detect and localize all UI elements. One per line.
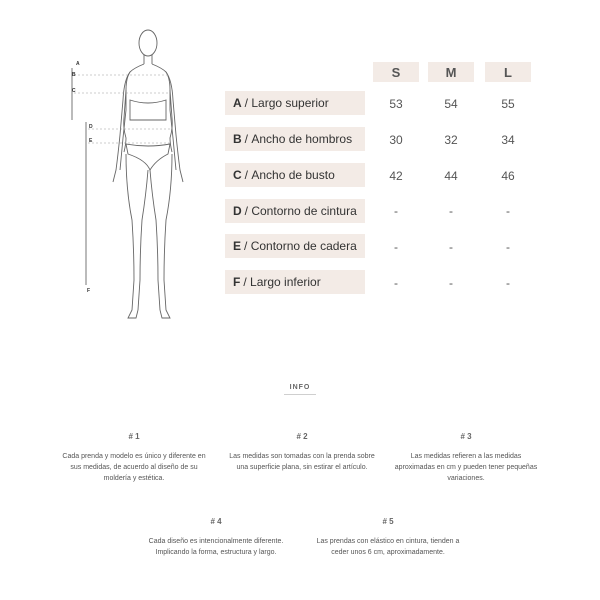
info-note-1 [60,432,208,484]
marker-b: B [72,72,76,78]
size-header-m: M [428,62,474,82]
note-text: Cada diseño es intencionalmente diferente. Implicando la forma, estructura y largo. [148,538,284,556]
info-note-3 [392,432,540,484]
size-header-l: L [485,62,531,82]
marker-e: E [89,138,93,144]
value-e-l: - [506,240,510,254]
value-a-m: 54 [444,97,458,111]
value-d-m: - [449,204,453,218]
value-f-s: - [394,276,398,290]
marker-d: D [89,124,93,130]
row-label-e: E / Contorno de cadera [225,234,365,258]
body-figure [60,20,210,330]
row-label-a: A / Largo superior [225,91,365,115]
marker-f: F [87,288,91,294]
value-c-l: 46 [501,169,515,183]
row-label-f: F / Largo inferior [225,270,365,294]
info-divider [284,394,316,395]
value-d-l: - [506,204,510,218]
value-e-m: - [449,240,453,254]
note-text: Las medidas son tomadas con la prenda sobre una superficie plana, sin estirar el artículo. [229,453,375,471]
size-header-s: S [373,62,419,82]
value-c-s: 42 [389,169,403,183]
row-label-c: C / Ancho de busto [225,163,365,187]
value-b-s: 30 [389,133,403,147]
note-text: Cada prenda y modelo es único y diferente en sus medidas, de acuerdo al diseño de su moldería y estética. [62,453,206,482]
value-e-s: - [394,240,398,254]
value-b-l: 34 [501,133,515,147]
note-text: Las medidas refieren a las medidas aproximadas en cm y pueden tener pequeñas variaciones. [394,453,538,482]
note-number: # 3 [460,432,472,441]
marker-c: C [72,88,76,94]
note-number: # 4 [210,517,222,526]
value-b-m: 32 [444,133,458,147]
value-d-s: - [394,204,398,218]
info-note-4 [146,517,286,558]
value-a-l: 55 [501,97,515,111]
note-number: # 1 [128,432,140,441]
value-a-s: 53 [389,97,403,111]
row-label-d: D / Contorno de cintura [225,199,365,223]
value-f-l: - [506,276,510,290]
note-text: Las prendas con elástico en cintura, tienden a ceder unos 6 cm, aproximadamente. [316,538,460,556]
figure-head [139,30,157,56]
note-number: # 5 [382,517,394,526]
value-c-m: 44 [444,169,458,183]
info-note-2 [228,432,376,473]
info-title: INFO [289,384,311,391]
value-f-m: - [449,276,453,290]
info-note-5 [314,517,462,558]
note-number: # 2 [296,432,308,441]
row-label-b: B / Ancho de hombros [225,127,365,151]
marker-a: A [76,61,80,67]
